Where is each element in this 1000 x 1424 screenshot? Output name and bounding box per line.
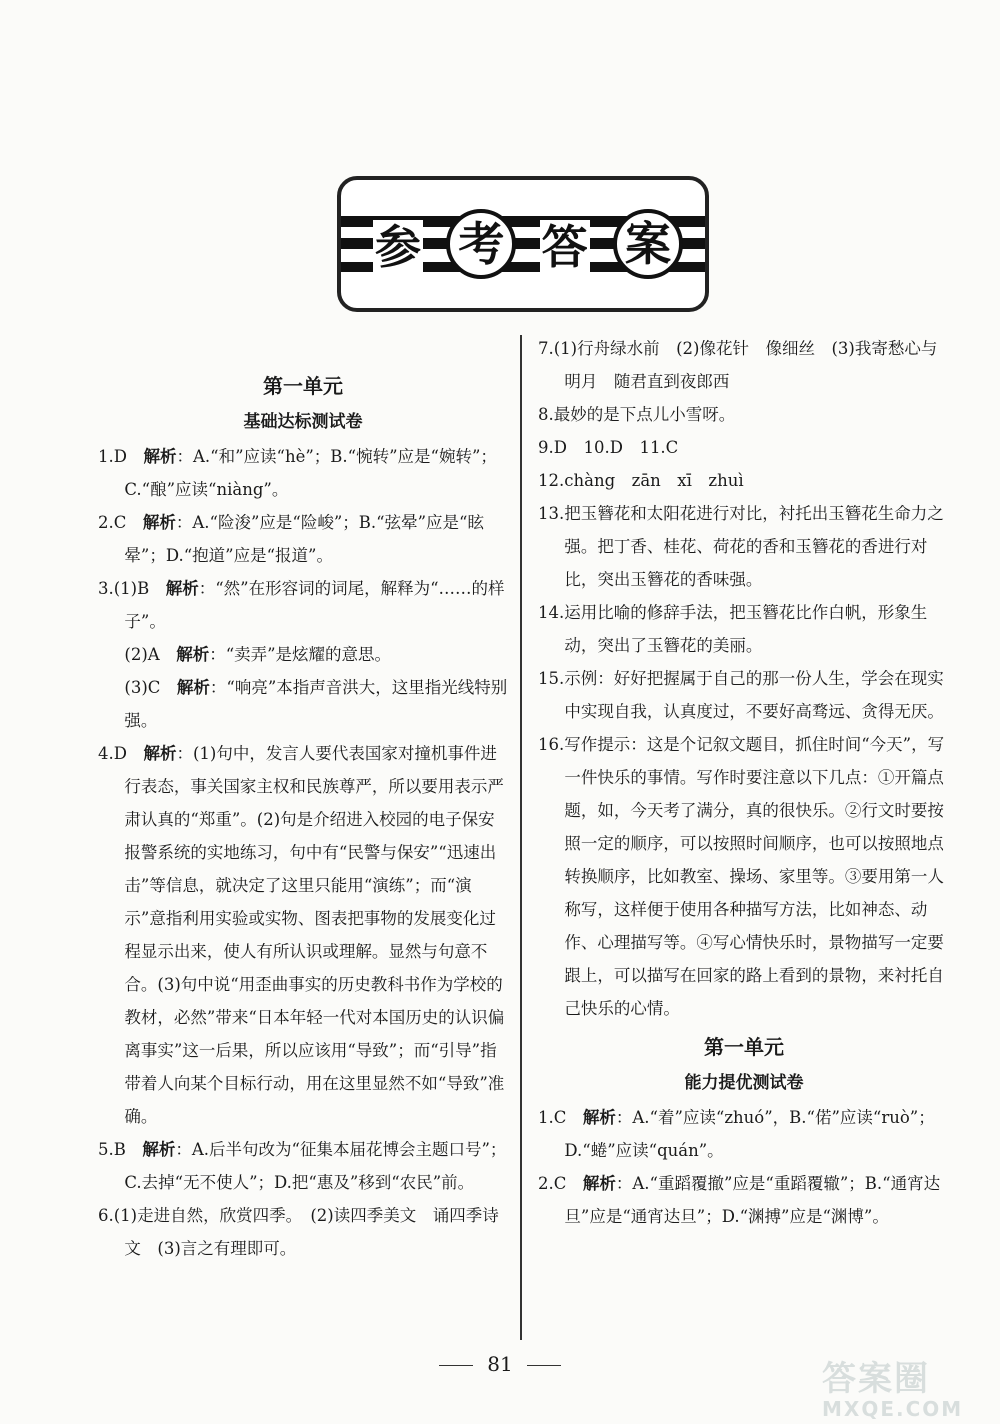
banner-char: 案: [613, 209, 683, 279]
answer-item: 5.B 解析：A.后半句改为“征集本届花博会主题口号”；C.去掉“无不使人”；D.把“惠及”移到“农民”前。: [98, 1140, 507, 1192]
right-column: [538, 332, 950, 1233]
banner-char: 答: [541, 220, 588, 274]
answer-list: [538, 332, 950, 1025]
answer-item: (2)A 解析：“卖弄”是炫耀的意思。: [124, 645, 392, 664]
left-column: [98, 368, 508, 1265]
unit-title: 第一单元: [704, 1035, 784, 1059]
answer-list: [98, 440, 508, 1265]
banner-characters: [363, 208, 683, 280]
banner-char: 参: [375, 220, 421, 274]
answer-item: 1.C 解析：A.“着”应读“zhuó”，B.“偌”应读“ruò”；D.“蜷”应读“quán”。: [538, 1108, 935, 1160]
answer-item: 13.把玉簪花和太阳花进行对比，衬托出玉簪花生命力之强。把丁香、桂花、荷花的香和玉簪花的香进行对比，突出玉簪花的香味强。: [538, 504, 944, 589]
section-title: 基础达标测试卷: [243, 412, 363, 432]
answer-item: 2.C 解析：A.“重蹈覆撤”应是“重蹈覆辙”；B.“通宵达旦”应是“通宵达旦”；D.“渊搏”应是“渊博”。: [538, 1174, 941, 1226]
answer-item: 2.C 解析：A.“险浚”应是“险峻”；B.“弦晕”应是“眩晕”；D.“抱道”应是“报道”。: [98, 513, 484, 565]
page-number: 81: [0, 1352, 1000, 1376]
answer-item: 3.(1)B 解析：“然”在形容词的词尾，解释为“……的样子”。: [98, 579, 505, 631]
column-divider: [520, 335, 522, 1340]
banner-char: 考: [446, 209, 516, 279]
answer-item: 4.D 解析：(1)句中，发言人要代表国家对撞机事件进行表态，事关国家主权和民族尊严，所以要用表示严肃认真的“郑重”。(2)句是介绍进入校园的电子保安报警系统的实地练习，句中有“民警与保安”“迅速出击”等信息，就决定了这里只能用“演练”；而“演示”意指利用实验或实物、图表把事物的发展变化过程显示出来，使人有所认识或理解。显然与句意不合。(3)句中说“用歪曲事实的历史教科书作为学校的教材，必然”带来“日本年轻一代对本国历史的认识偏离事实”这一后果，所以应该用“导致”；而“引导”指带着人向某个目标行动，用在这里显然不如“导致”准确。: [98, 744, 505, 1126]
answer-banner: [337, 176, 709, 312]
answer-item: 12.chàng zān xī zhuì: [538, 471, 744, 490]
answer-item: 8.最妙的是下点儿小雪呀。: [538, 405, 736, 424]
answer-item: 16.写作提示：这是个记叙文题目，抓住时间“今天”，写一件快乐的事情。写作时要注意以下几点：①开篇点题，如，今天考了满分，真的很快乐。②行文时要按照一定的顺序，可以按照时间顺序，也可以按照地点转换顺序，比如教室、操场、家里等。③要用第一人称写，这样便于使用各种描写方法，比如神态、动作、心理描写等。④写心情快乐时，景物描写一定要跟上，可以描写在回家的路上看到的景物，来衬托自己快乐的心情。: [538, 735, 945, 1018]
answer-item: 9.D 10.D 11.C: [538, 438, 679, 457]
unit-title: 第一单元: [263, 374, 343, 398]
watermark-logo: 答案圈 MXQE.COM: [822, 1359, 964, 1421]
answer-item: 1.D 解析：A.“和”应读“hè”；B.“惋转”应是“婉转”；C.“酿”应读“niàng”。: [98, 447, 497, 499]
answer-item: 14.运用比喻的修辞手法，把玉簪花比作白帆，形象生动，突出了玉簪花的美丽。: [538, 603, 928, 655]
answer-list: [538, 1101, 950, 1233]
answer-item: 15.示例：好好把握属于自己的那一份人生，学会在现实中实现自我，认真度过，不要好高骛远、贪得无厌。: [538, 669, 944, 721]
answer-item: 6.(1)走进自然，欣赏四季。 (2)读四季美文 诵四季诗文 (3)言之有理即可。: [98, 1206, 499, 1258]
answer-item: (3)C 解析：“响亮”本指声音洪大，这里指光线特别强。: [124, 678, 508, 730]
section-title: 能力提优测试卷: [684, 1073, 804, 1093]
answer-item: 7.(1)行舟绿水前 (2)像花针 像细丝 (3)我寄愁心与明月 随君直到夜郎西: [538, 339, 938, 391]
